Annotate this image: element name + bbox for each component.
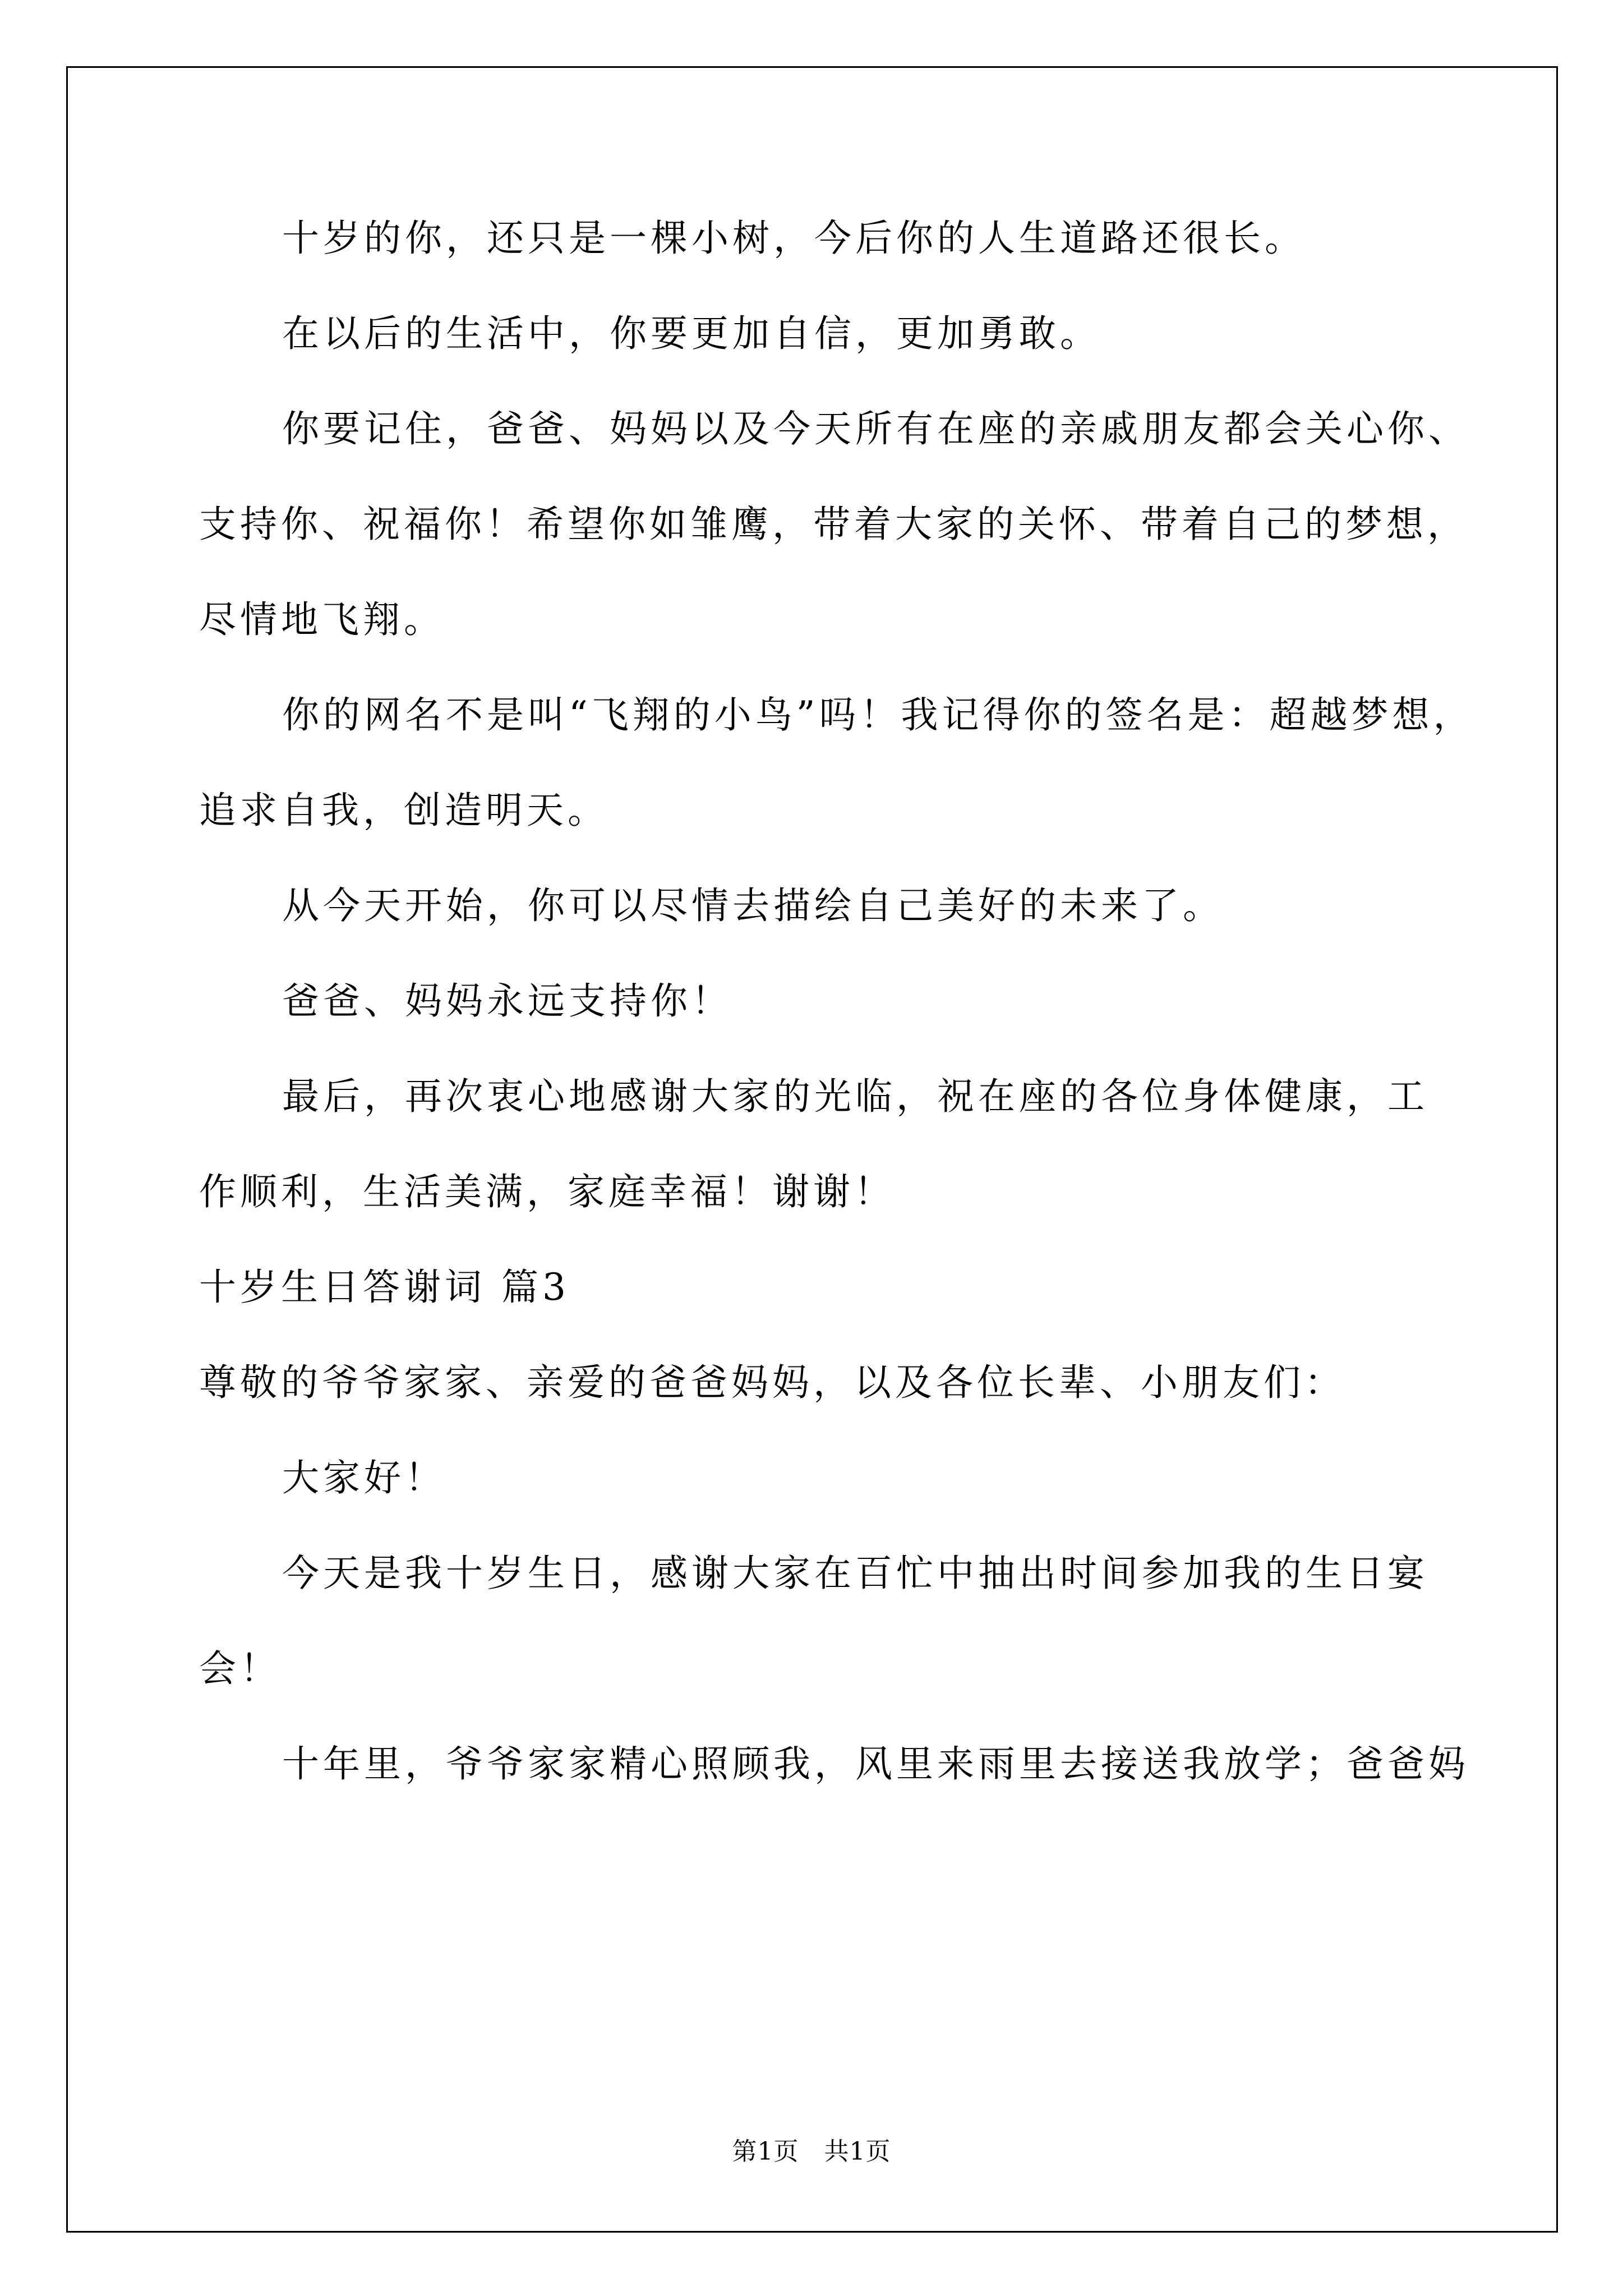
paragraph-line: 支持你、祝福你！希望你如雏鹰，带着大家的关怀、带着自己的梦想， — [199, 503, 1468, 546]
paragraph-line: 你要记住，爸爸、妈妈以及今天所有在座的亲戚朋友都会关心你、 — [282, 407, 1469, 450]
page-footer: 第1页 共1页 — [732, 2137, 891, 2166]
paragraph-line: 十年里，爷爷家家精心照顾我，风里来雨里去接送我放学；爸爸妈 — [282, 1742, 1469, 1786]
section-heading: 十岁生日答谢词 篇3 — [199, 1266, 570, 1309]
paragraph-line: 今天是我十岁生日，感谢大家在百忙中抽出时间参加我的生日宴 — [282, 1552, 1428, 1595]
paragraph-line: 尽情地飞翔。 — [199, 598, 445, 641]
paragraph-line: 从今天开始，你可以尽情去描绘自己美好的未来了。 — [282, 884, 1224, 927]
paragraph-line: 大家好！ — [282, 1456, 446, 1499]
paragraph-line: 最后，再次衷心地感谢大家的光临，祝在座的各位身体健康，工 — [282, 1075, 1428, 1118]
paragraph-line: 你的网名不是叫“飞翔的小鸟”吗！我记得你的签名是：超越梦想， — [282, 693, 1474, 737]
paragraph-line: 爸爸、妈妈永远支持你！ — [282, 979, 732, 1023]
paragraph-line: 作顺利，生活美满，家庭幸福！谢谢！ — [199, 1170, 895, 1213]
paragraph-line: 在以后的生活中，你要更加自信，更加勇敢。 — [282, 312, 1101, 355]
page-border — [66, 66, 1558, 2233]
paragraph-line: 会！ — [199, 1647, 281, 1690]
paragraph-line: 追求自我，创造明天。 — [199, 789, 608, 832]
salutation-line: 尊敬的爷爷家家、亲爱的爸爸妈妈，以及各位长辈、小朋友们： — [199, 1361, 1345, 1404]
paragraph-line: 十岁的你，还只是一棵小树，今后你的人生道路还很长。 — [282, 217, 1306, 260]
